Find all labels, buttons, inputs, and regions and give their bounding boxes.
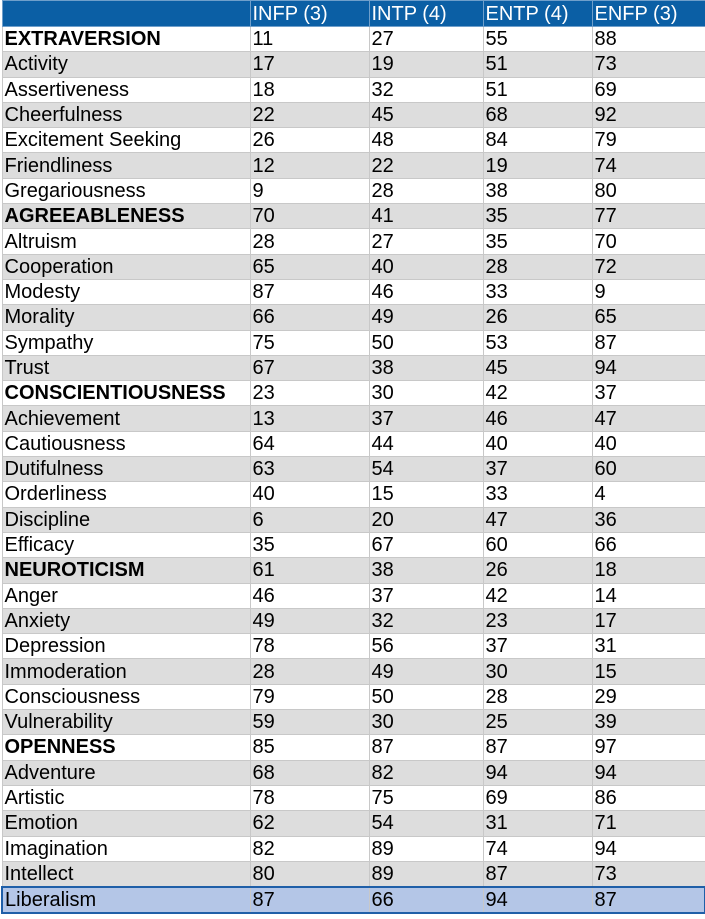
value-cell-infp[interactable]: 82 xyxy=(250,836,369,861)
row-label-cell[interactable]: Modesty xyxy=(2,279,250,304)
value-cell-enfp[interactable]: 66 xyxy=(592,532,705,557)
table-row xyxy=(2,330,705,355)
value-cell-intp[interactable]: 56 xyxy=(369,634,483,659)
row-label-cell[interactable]: Dutifulness xyxy=(2,457,250,482)
value-cell-infp[interactable]: 78 xyxy=(250,634,369,659)
row-label-cell[interactable]: Imagination xyxy=(2,836,250,861)
row-label-cell[interactable]: Cautiousness xyxy=(2,431,250,456)
table-row xyxy=(2,659,705,684)
value-cell-intp[interactable]: 37 xyxy=(369,406,483,431)
value-cell-intp[interactable]: 15 xyxy=(369,482,483,507)
row-label-cell[interactable]: EXTRAVERSION xyxy=(2,27,250,52)
value-cell-enfp[interactable]: 4 xyxy=(592,482,705,507)
value-cell-intp[interactable]: 37 xyxy=(369,583,483,608)
value-cell-enfp[interactable]: 29 xyxy=(592,684,705,709)
header-cell-enfp[interactable]: ENFP (3) xyxy=(592,1,705,27)
value-cell-infp[interactable]: 17 xyxy=(250,52,369,77)
row-label-cell[interactable]: Emotion xyxy=(2,811,250,836)
category-row xyxy=(2,558,705,583)
value-cell-intp[interactable]: 27 xyxy=(369,229,483,254)
value-cell-infp[interactable]: 65 xyxy=(250,254,369,279)
value-cell-intp[interactable]: 28 xyxy=(369,178,483,203)
value-cell-enfp[interactable]: 87 xyxy=(592,887,705,913)
value-cell-entp[interactable]: 51 xyxy=(483,52,592,77)
value-cell-intp[interactable]: 41 xyxy=(369,204,483,229)
value-cell-entp[interactable]: 74 xyxy=(483,836,592,861)
spreadsheet xyxy=(1,0,704,914)
row-label-cell[interactable]: Anger xyxy=(2,583,250,608)
value-cell-infp[interactable]: 59 xyxy=(250,710,369,735)
value-cell-enfp[interactable]: 74 xyxy=(592,153,705,178)
row-label-cell[interactable]: Anxiety xyxy=(2,608,250,633)
value-cell-intp[interactable]: 49 xyxy=(369,305,483,330)
value-cell-enfp[interactable]: 9 xyxy=(592,279,705,304)
value-cell-infp[interactable]: 49 xyxy=(250,608,369,633)
value-cell-infp[interactable]: 87 xyxy=(250,279,369,304)
value-cell-entp[interactable]: 42 xyxy=(483,583,592,608)
row-label-cell[interactable]: Vulnerability xyxy=(2,710,250,735)
category-row xyxy=(2,204,705,229)
row-label-cell[interactable]: Excitement Seeking xyxy=(2,128,250,153)
table-row xyxy=(2,254,705,279)
value-cell-entp[interactable]: 47 xyxy=(483,507,592,532)
category-row xyxy=(2,381,705,406)
value-cell-infp[interactable]: 66 xyxy=(250,305,369,330)
value-cell-infp[interactable]: 11 xyxy=(250,27,369,52)
value-cell-infp[interactable]: 46 xyxy=(250,583,369,608)
value-cell-intp[interactable]: 89 xyxy=(369,836,483,861)
value-cell-intp[interactable]: 54 xyxy=(369,811,483,836)
table-row xyxy=(2,583,705,608)
row-label-cell[interactable]: Liberalism xyxy=(2,887,250,913)
value-cell-intp[interactable]: 48 xyxy=(369,128,483,153)
value-cell-intp[interactable]: 67 xyxy=(369,532,483,557)
value-cell-enfp[interactable]: 17 xyxy=(592,608,705,633)
value-cell-infp[interactable]: 28 xyxy=(250,659,369,684)
row-label-cell[interactable]: OPENNESS xyxy=(2,735,250,760)
value-cell-entp[interactable]: 84 xyxy=(483,128,592,153)
row-label-cell[interactable]: Gregariousness xyxy=(2,178,250,203)
value-cell-intp[interactable]: 20 xyxy=(369,507,483,532)
table-row xyxy=(2,153,705,178)
row-label-cell[interactable]: Friendliness xyxy=(2,153,250,178)
value-cell-entp[interactable]: 94 xyxy=(483,760,592,785)
value-cell-entp[interactable]: 94 xyxy=(483,887,592,913)
value-cell-infp[interactable]: 79 xyxy=(250,684,369,709)
value-cell-enfp[interactable]: 37 xyxy=(592,381,705,406)
table-row xyxy=(2,608,705,633)
header-cell-intp[interactable]: INTP (4) xyxy=(369,1,483,27)
value-cell-intp[interactable]: 32 xyxy=(369,77,483,102)
value-cell-infp[interactable]: 12 xyxy=(250,153,369,178)
table-row xyxy=(2,482,705,507)
value-cell-enfp[interactable]: 73 xyxy=(592,52,705,77)
value-cell-enfp[interactable]: 88 xyxy=(592,27,705,52)
value-cell-entp[interactable]: 19 xyxy=(483,153,592,178)
table-row xyxy=(2,406,705,431)
value-cell-enfp[interactable]: 72 xyxy=(592,254,705,279)
value-cell-intp[interactable]: 19 xyxy=(369,52,483,77)
value-cell-infp[interactable]: 78 xyxy=(250,785,369,810)
value-cell-intp[interactable]: 87 xyxy=(369,735,483,760)
row-label-cell[interactable]: Orderliness xyxy=(2,482,250,507)
table-row xyxy=(2,305,705,330)
row-label-cell[interactable]: Adventure xyxy=(2,760,250,785)
value-cell-infp[interactable]: 18 xyxy=(250,77,369,102)
value-cell-infp[interactable]: 13 xyxy=(250,406,369,431)
value-cell-intp[interactable]: 46 xyxy=(369,279,483,304)
value-cell-enfp[interactable]: 70 xyxy=(592,229,705,254)
table-row xyxy=(2,431,705,456)
value-cell-intp[interactable]: 38 xyxy=(369,558,483,583)
value-cell-enfp[interactable]: 60 xyxy=(592,457,705,482)
row-label-cell[interactable]: Sympathy xyxy=(2,330,250,355)
value-cell-infp[interactable]: 9 xyxy=(250,178,369,203)
value-cell-entp[interactable]: 35 xyxy=(483,229,592,254)
personality-table xyxy=(1,0,705,914)
value-cell-entp[interactable]: 35 xyxy=(483,204,592,229)
value-cell-enfp[interactable]: 86 xyxy=(592,785,705,810)
value-cell-entp[interactable]: 45 xyxy=(483,355,592,380)
value-cell-enfp[interactable]: 87 xyxy=(592,330,705,355)
value-cell-entp[interactable]: 28 xyxy=(483,254,592,279)
value-cell-entp[interactable]: 33 xyxy=(483,482,592,507)
value-cell-entp[interactable]: 28 xyxy=(483,684,592,709)
value-cell-enfp[interactable]: 39 xyxy=(592,710,705,735)
value-cell-intp[interactable]: 82 xyxy=(369,760,483,785)
value-cell-entp[interactable]: 51 xyxy=(483,77,592,102)
table-row xyxy=(2,355,705,380)
value-cell-infp[interactable]: 62 xyxy=(250,811,369,836)
value-cell-infp[interactable]: 28 xyxy=(250,229,369,254)
row-label-cell[interactable]: Cheerfulness xyxy=(2,102,250,127)
value-cell-enfp[interactable]: 73 xyxy=(592,861,705,887)
value-cell-entp[interactable]: 30 xyxy=(483,659,592,684)
value-cell-infp[interactable]: 68 xyxy=(250,760,369,785)
value-cell-enfp[interactable]: 94 xyxy=(592,760,705,785)
footer-row xyxy=(2,887,705,913)
value-cell-intp[interactable]: 66 xyxy=(369,887,483,913)
table-row xyxy=(2,52,705,77)
value-cell-intp[interactable]: 75 xyxy=(369,785,483,810)
value-cell-infp[interactable]: 80 xyxy=(250,861,369,887)
value-cell-intp[interactable]: 22 xyxy=(369,153,483,178)
table-row xyxy=(2,457,705,482)
table-row xyxy=(2,684,705,709)
table-row xyxy=(2,279,705,304)
row-label-cell[interactable]: CONSCIENTIOUSNESS xyxy=(2,381,250,406)
value-cell-enfp[interactable]: 18 xyxy=(592,558,705,583)
value-cell-infp[interactable]: 35 xyxy=(250,532,369,557)
row-label-cell[interactable]: Artistic xyxy=(2,785,250,810)
row-label-cell[interactable]: Immoderation xyxy=(2,659,250,684)
row-label-cell[interactable]: Assertiveness xyxy=(2,77,250,102)
row-label-cell[interactable]: Depression xyxy=(2,634,250,659)
table-row xyxy=(2,507,705,532)
value-cell-entp[interactable]: 23 xyxy=(483,608,592,633)
value-cell-intp[interactable]: 44 xyxy=(369,431,483,456)
value-cell-intp[interactable]: 50 xyxy=(369,330,483,355)
value-cell-intp[interactable]: 54 xyxy=(369,457,483,482)
value-cell-enfp[interactable]: 69 xyxy=(592,77,705,102)
value-cell-intp[interactable]: 89 xyxy=(369,861,483,887)
header-cell-infp[interactable]: INFP (3) xyxy=(250,1,369,27)
value-cell-enfp[interactable]: 80 xyxy=(592,178,705,203)
value-cell-entp[interactable]: 69 xyxy=(483,785,592,810)
table-row xyxy=(2,760,705,785)
row-label-cell[interactable]: Efficacy xyxy=(2,532,250,557)
value-cell-enfp[interactable]: 94 xyxy=(592,836,705,861)
table-row xyxy=(2,785,705,810)
value-cell-infp[interactable]: 70 xyxy=(250,204,369,229)
value-cell-entp[interactable]: 87 xyxy=(483,735,592,760)
row-label-cell[interactable]: Achievement xyxy=(2,406,250,431)
table-body xyxy=(2,27,705,914)
row-label-cell[interactable]: Activity xyxy=(2,52,250,77)
category-row xyxy=(2,27,705,52)
value-cell-intp[interactable]: 40 xyxy=(369,254,483,279)
value-cell-infp[interactable]: 87 xyxy=(250,887,369,913)
header-row xyxy=(2,1,705,27)
value-cell-enfp[interactable]: 40 xyxy=(592,431,705,456)
value-cell-intp[interactable]: 50 xyxy=(369,684,483,709)
value-cell-entp[interactable]: 60 xyxy=(483,532,592,557)
table-row xyxy=(2,77,705,102)
value-cell-entp[interactable]: 55 xyxy=(483,27,592,52)
value-cell-infp[interactable]: 63 xyxy=(250,457,369,482)
value-cell-entp[interactable]: 46 xyxy=(483,406,592,431)
value-cell-infp[interactable]: 64 xyxy=(250,431,369,456)
table-row xyxy=(2,811,705,836)
table-row xyxy=(2,836,705,861)
value-cell-intp[interactable]: 49 xyxy=(369,659,483,684)
value-cell-intp[interactable]: 45 xyxy=(369,102,483,127)
value-cell-enfp[interactable]: 15 xyxy=(592,659,705,684)
value-cell-entp[interactable]: 37 xyxy=(483,634,592,659)
value-cell-enfp[interactable]: 65 xyxy=(592,305,705,330)
header-cell-label[interactable] xyxy=(2,1,250,27)
value-cell-infp[interactable]: 23 xyxy=(250,381,369,406)
row-label-cell[interactable]: AGREEABLENESS xyxy=(2,204,250,229)
row-label-cell[interactable]: Consciousness xyxy=(2,684,250,709)
table-row xyxy=(2,861,705,887)
value-cell-intp[interactable]: 32 xyxy=(369,608,483,633)
value-cell-enfp[interactable]: 77 xyxy=(592,204,705,229)
value-cell-entp[interactable]: 26 xyxy=(483,558,592,583)
row-label-cell[interactable]: NEUROTICISM xyxy=(2,558,250,583)
value-cell-entp[interactable]: 53 xyxy=(483,330,592,355)
row-label-cell[interactable]: Altruism xyxy=(2,229,250,254)
table-row xyxy=(2,128,705,153)
value-cell-entp[interactable]: 40 xyxy=(483,431,592,456)
value-cell-infp[interactable]: 40 xyxy=(250,482,369,507)
value-cell-enfp[interactable]: 31 xyxy=(592,634,705,659)
value-cell-entp[interactable]: 87 xyxy=(483,861,592,887)
row-label-cell[interactable]: Cooperation xyxy=(2,254,250,279)
value-cell-enfp[interactable]: 97 xyxy=(592,735,705,760)
value-cell-enfp[interactable]: 36 xyxy=(592,507,705,532)
row-label-cell[interactable]: Morality xyxy=(2,305,250,330)
value-cell-infp[interactable]: 67 xyxy=(250,355,369,380)
value-cell-enfp[interactable]: 94 xyxy=(592,355,705,380)
value-cell-entp[interactable]: 37 xyxy=(483,457,592,482)
row-label-cell[interactable]: Discipline xyxy=(2,507,250,532)
value-cell-intp[interactable]: 38 xyxy=(369,355,483,380)
value-cell-entp[interactable]: 26 xyxy=(483,305,592,330)
value-cell-entp[interactable]: 33 xyxy=(483,279,592,304)
value-cell-enfp[interactable]: 71 xyxy=(592,811,705,836)
table-row xyxy=(2,532,705,557)
value-cell-infp[interactable]: 6 xyxy=(250,507,369,532)
category-row xyxy=(2,735,705,760)
table-row xyxy=(2,229,705,254)
value-cell-entp[interactable]: 68 xyxy=(483,102,592,127)
value-cell-enfp[interactable]: 14 xyxy=(592,583,705,608)
value-cell-infp[interactable]: 26 xyxy=(250,128,369,153)
value-cell-infp[interactable]: 61 xyxy=(250,558,369,583)
value-cell-entp[interactable]: 42 xyxy=(483,381,592,406)
row-label-cell[interactable]: Intellect xyxy=(2,861,250,887)
value-cell-enfp[interactable]: 92 xyxy=(592,102,705,127)
value-cell-infp[interactable]: 85 xyxy=(250,735,369,760)
value-cell-enfp[interactable]: 79 xyxy=(592,128,705,153)
value-cell-enfp[interactable]: 47 xyxy=(592,406,705,431)
table-row xyxy=(2,634,705,659)
value-cell-entp[interactable]: 38 xyxy=(483,178,592,203)
value-cell-entp[interactable]: 25 xyxy=(483,710,592,735)
value-cell-entp[interactable]: 31 xyxy=(483,811,592,836)
value-cell-infp[interactable]: 75 xyxy=(250,330,369,355)
table-row xyxy=(2,710,705,735)
value-cell-infp[interactable]: 22 xyxy=(250,102,369,127)
header-cell-entp[interactable]: ENTP (4) xyxy=(483,1,592,27)
table-row xyxy=(2,102,705,127)
value-cell-intp[interactable]: 30 xyxy=(369,710,483,735)
row-label-cell[interactable]: Trust xyxy=(2,355,250,380)
value-cell-intp[interactable]: 27 xyxy=(369,27,483,52)
value-cell-intp[interactable]: 30 xyxy=(369,381,483,406)
table-row xyxy=(2,178,705,203)
